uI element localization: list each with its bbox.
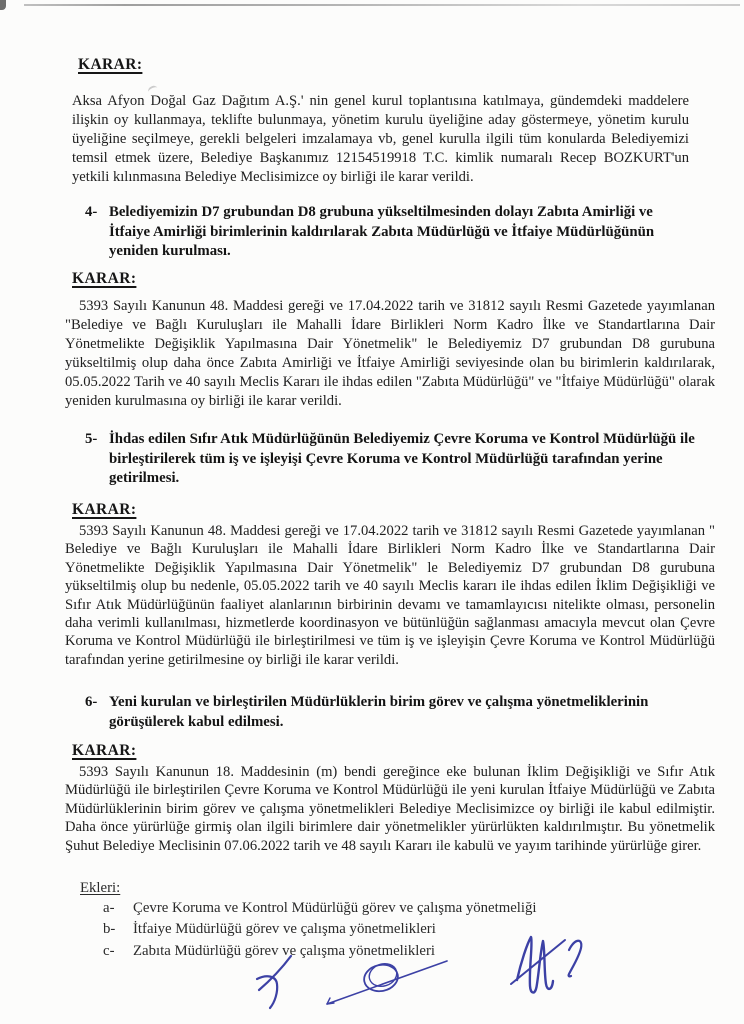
karar-heading-1: KARAR: <box>78 56 143 73</box>
attachment-item-b-text: İtfaiye Müdürlüğü görev ve çalışma yönetmelikleri <box>133 921 436 938</box>
attachment-item-a-text: Çevre Koruma ve Kontrol Müdürlüğü görev ve çalışma yönetmeliği <box>133 900 537 916</box>
agenda-item-4 <box>85 203 669 262</box>
karar-heading-4: KARAR: <box>72 742 137 759</box>
agenda-item-5-text: İhdas edilen Sıfır Atık Müdürlüğünün Belediyemiz Çevre Koruma ve Kontrol Müdürlüğü ile birleştirilerek tüm iş ve işleyişi Çevre Koruma ve Kontrol Müdürlüğü tarafından yerine getirilmesi. <box>109 431 695 487</box>
attachment-item-a <box>103 898 537 919</box>
agenda-item-6-number: 6- <box>85 694 98 710</box>
attachment-item-b <box>103 919 537 940</box>
attachments-heading: Ekleri: <box>80 880 121 896</box>
agenda-item-4-text: Belediyemizin D7 grubundan D8 grubuna yükseltilmesinden dolayı Zabıta Amirliği ve İtfaiye Amirliği birimlerinin kaldırılarak Zabıta Müdürlüğü ve İtfaiye Müdürlüğünün yeniden kurulması. <box>109 204 655 260</box>
scan-artifact-corner <box>0 0 6 10</box>
agenda-item-4-number: 4- <box>85 204 98 220</box>
attachment-item-c-letter: c- <box>103 942 115 959</box>
karar-body-2: 5393 Sayılı Kanunun 48. Maddesi gereği ve 17.04.2022 tarih ve 31812 sayılı Resmi Gazetede yayımlanan "Belediye ve Bağlı Kuruluşları ile Mahalli İdare Birlikleri Norm Kadro İlke ve Standartlarına Dair Yönetmelikte Değişiklik Yapılmasına Dair Yönetmelik" le Belediyemiz D7 grubundan D8 gurubuna yükseltilmiş olup daha önce Zabıta Amirliği ve İtfaiye Amirliği seviyesinde olan bu birimlerin kaldırılarak, 05.05.2022 Tarih ve 40 sayılı Meclis Kararı ile ihdas edilen "Zabıta Müdürlüğü" ve "İtfaiye Müdürlüğü" olarak yeniden kurulmasına oy birliği ile karar verildi. <box>65 298 715 409</box>
karar-body-4: 5393 Sayılı Kanunun 18. Maddesinin (m) bendi gereğince eke bulunan İklim Değişikliği ve Sıfır Atık Müdürlüğü ile birleştirilen Çevre Koruma ve Kontrol Müdürlüğü ile yeni kurulan İtfaiye Müdürlüğü ve Zabıta Müdürlüklerinin birim görev ve çalışma yönetmelikleri Belediye Meclisimizce oy birliği ile kabul edilmiştir. Daha önce yürürlüğe girmiş olan ilgili birimlere dair yönetmelikler yürürlükten kaldırılmıştır. Bu yönetmelik Şuhut Belediye Meclisinin 07.06.2022 tarih ve 48 sayılı Kararı ile kabulü ve yayım tarihinde yürürlüğe girer. <box>65 764 715 854</box>
signature-left-ink <box>243 948 453 1020</box>
attachment-item-b-letter: b- <box>103 921 116 938</box>
karar-body-3: 5393 Sayılı Kanunun 48. Maddesi gereği ve 17.04.2022 tarih ve 31812 sayılı Resmi Gazetede yayımlanan " Belediye ve Bağlı Kuruluşları ile Mahalli İdare Birlikleri Norm Kadro İlke ve Standartlarına Dair Yönetmelikte Değişiklik Yapılmasına Dair Yönetmelik" le Belediyemiz D7 grubundan D8 gurubuna yükseltilmiş olup bu nedenle, 05.05.2022 tarih ve 40 sayılı Meclis kararı ile ihdas edilen İklim Değişikliği ve Sıfır Atık Müdürlüğünün faaliyet alanlarının birbirinin devamı ve tamamlayıcısı nitelikte olması, personelin daha verimli kullanılması, hizmetlerde koordinasyon ve bütünlüğün sağlanması amacıyla mevcut olan Çevre Koruma ve Kontrol Müdürlüğü ile birleştirilmesi ve tüm iş ve işleyişin Çevre Koruma ve Kontrol Müdürlüğü tarafından yerine getirilmesine oy birliği ile karar verildi. <box>65 523 715 668</box>
signature-right-ink <box>503 928 608 1006</box>
karar-heading-3: KARAR: <box>72 501 137 518</box>
agenda-item-6-text: Yeni kurulan ve birleştirilen Müdürlüklerin birim görev ve çalışma yönetmeliklerinin görüşülerek kabul edilmesi. <box>109 694 649 730</box>
agenda-item-6 <box>85 693 701 732</box>
attachment-item-c-text: Zabıta Müdürlüğü görev ve çalışma yönetmelikleri <box>133 942 436 959</box>
agenda-item-5 <box>85 430 701 489</box>
karar-heading-2: KARAR: <box>72 270 137 287</box>
karar-body-1: Aksa Afyon Doğal Gaz Dağıtım A.Ş.' nin genel kurul toplantısına katılmaya, gündemdeki maddelere ilişkin oy kullanmaya, teklifte bulunmaya, yönetim kurulu üyeliğine aday göstermeye, yönetim kurulu üyeliğine seçilmeye, gerekli belgeleri imzalamaya vb, genel kurulla ilgili tüm konularda Belediyemizi temsil etmek üzere, Belediye Başkanımız 12154519918 T.C. kimlik numaralı Recep BOZKURT'un yetkili kılınmasına Belediye Meclisimizce oy birliği ile karar verildi. <box>72 93 689 185</box>
agenda-item-5-number: 5- <box>85 431 98 447</box>
attachment-item-a-letter: a- <box>103 900 115 916</box>
scan-artifact-topline <box>24 4 740 6</box>
